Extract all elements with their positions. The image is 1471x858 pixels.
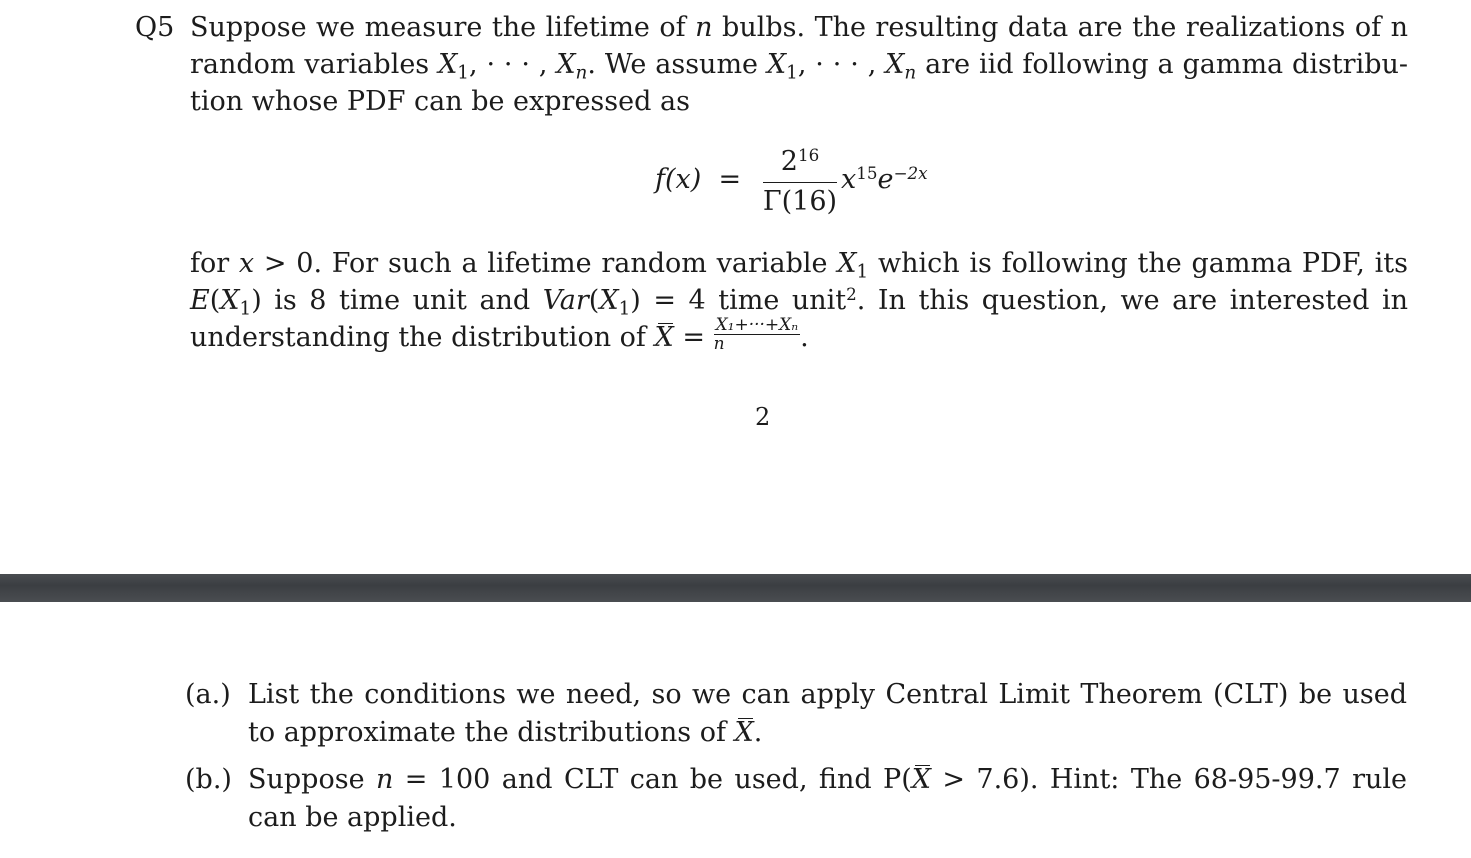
fraction-numerator: $2^{16}$ <box>780 144 820 177</box>
subquestion-a-line-2: to approximate the distributions of X. <box>248 714 1407 752</box>
paragraph-line-2: $E(X_1)$ is 8 time unit and $Var(X_1) = 4$ time unit$^2$. In this question, we are interested in <box>190 283 1408 320</box>
paragraph-line-3: understanding the distribution of X = $\frac{\text{X₁+···+Xₙ}}{n}$ . <box>190 315 809 354</box>
xbar-symbol: X <box>912 761 931 799</box>
subquestion-label: (a.) <box>185 679 231 710</box>
equation-rhs: $x^{15}e^{-2x}$ <box>841 162 928 195</box>
equation-lhs: f(x) = <box>655 164 742 195</box>
subquestion-b <box>185 761 1407 837</box>
equation-fraction <box>762 142 838 221</box>
subquestion-b-line-2: can be applied. <box>248 802 457 833</box>
intro-line-3: tion whose PDF can be expressed as <box>190 86 690 117</box>
question-label: Q5 <box>135 12 175 43</box>
question-intro <box>190 9 1408 120</box>
xbar-symbol: X <box>735 714 754 752</box>
page-number: 2 <box>755 403 771 431</box>
subquestion-list <box>185 676 1407 846</box>
subquestion-label: (b.) <box>185 764 232 795</box>
question-paragraph <box>190 245 1408 357</box>
intro-line-2: random variables $X_1$, · · · , $X_n$. We assume $X_1$, · · · , $X_n$ are iid following a gamma distribu- <box>190 49 1408 84</box>
intro-line-1: Suppose we measure the lifetime of n bulbs. The resulting data are the realizations of n <box>190 12 1408 43</box>
mean-fraction: $\frac{\text{X₁+···+Xₙ}}{n}$ <box>713 315 799 354</box>
subquestion-a-line-1: List the conditions we need, so we can apply Central Limit Theorem (CLT) be used <box>248 679 1407 710</box>
subquestion-b-line-1: Suppose n = 100 and CLT can be used, find P(X > 7.6). Hint: The 68-95-99.7 rule <box>248 761 1407 799</box>
paragraph-line-1: for x > 0. For such a lifetime random variable $X_1$ which is following the gamma PDF, its <box>190 248 1408 283</box>
subquestion-a <box>185 676 1407 752</box>
page-gap <box>0 574 1471 602</box>
xbar-symbol: X <box>655 319 674 356</box>
fraction-denominator: Γ(16) <box>762 186 838 217</box>
